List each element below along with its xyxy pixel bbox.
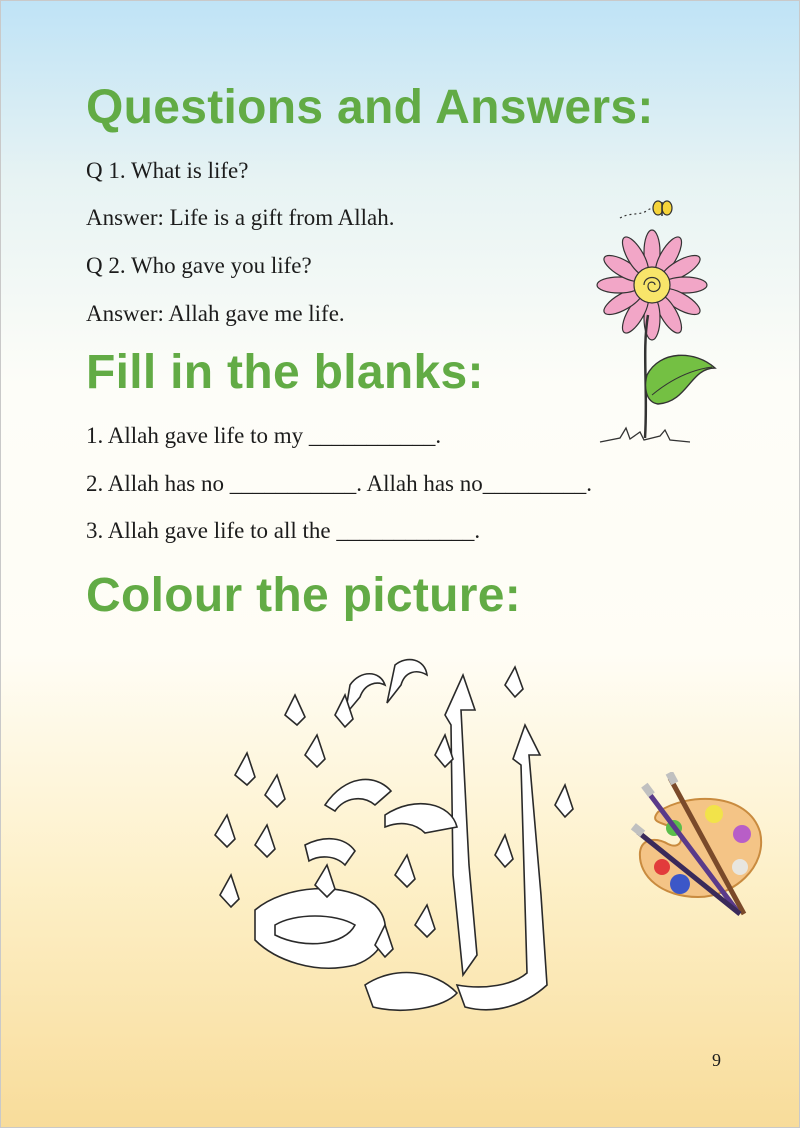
fill-blank-2: 2. Allah has no ___________. Allah has no_________. <box>86 471 592 496</box>
answer-1: Answer: Life is a gift from Allah. <box>86 205 395 230</box>
question-2: Q 2. Who gave you life? <box>86 253 312 278</box>
heading-colour-picture: Colour the picture: <box>86 569 522 622</box>
answer-2: Answer: Allah gave me life. <box>86 301 345 326</box>
question-1: Q 1. What is life? <box>86 158 249 183</box>
heading-questions-answers: Questions and Answers: <box>86 81 654 134</box>
heading-fill-blanks: Fill in the blanks: <box>86 346 484 399</box>
paint-palette-icon <box>628 772 768 922</box>
arabic-calligraphy-outline <box>195 655 590 1045</box>
fill-blank-3: 3. Allah gave life to all the ____________. <box>86 518 481 543</box>
fill-blank-1: 1. Allah gave life to my ___________. <box>86 423 442 448</box>
flower-with-butterfly-icon <box>590 190 725 450</box>
page-number: 9 <box>712 1050 721 1070</box>
